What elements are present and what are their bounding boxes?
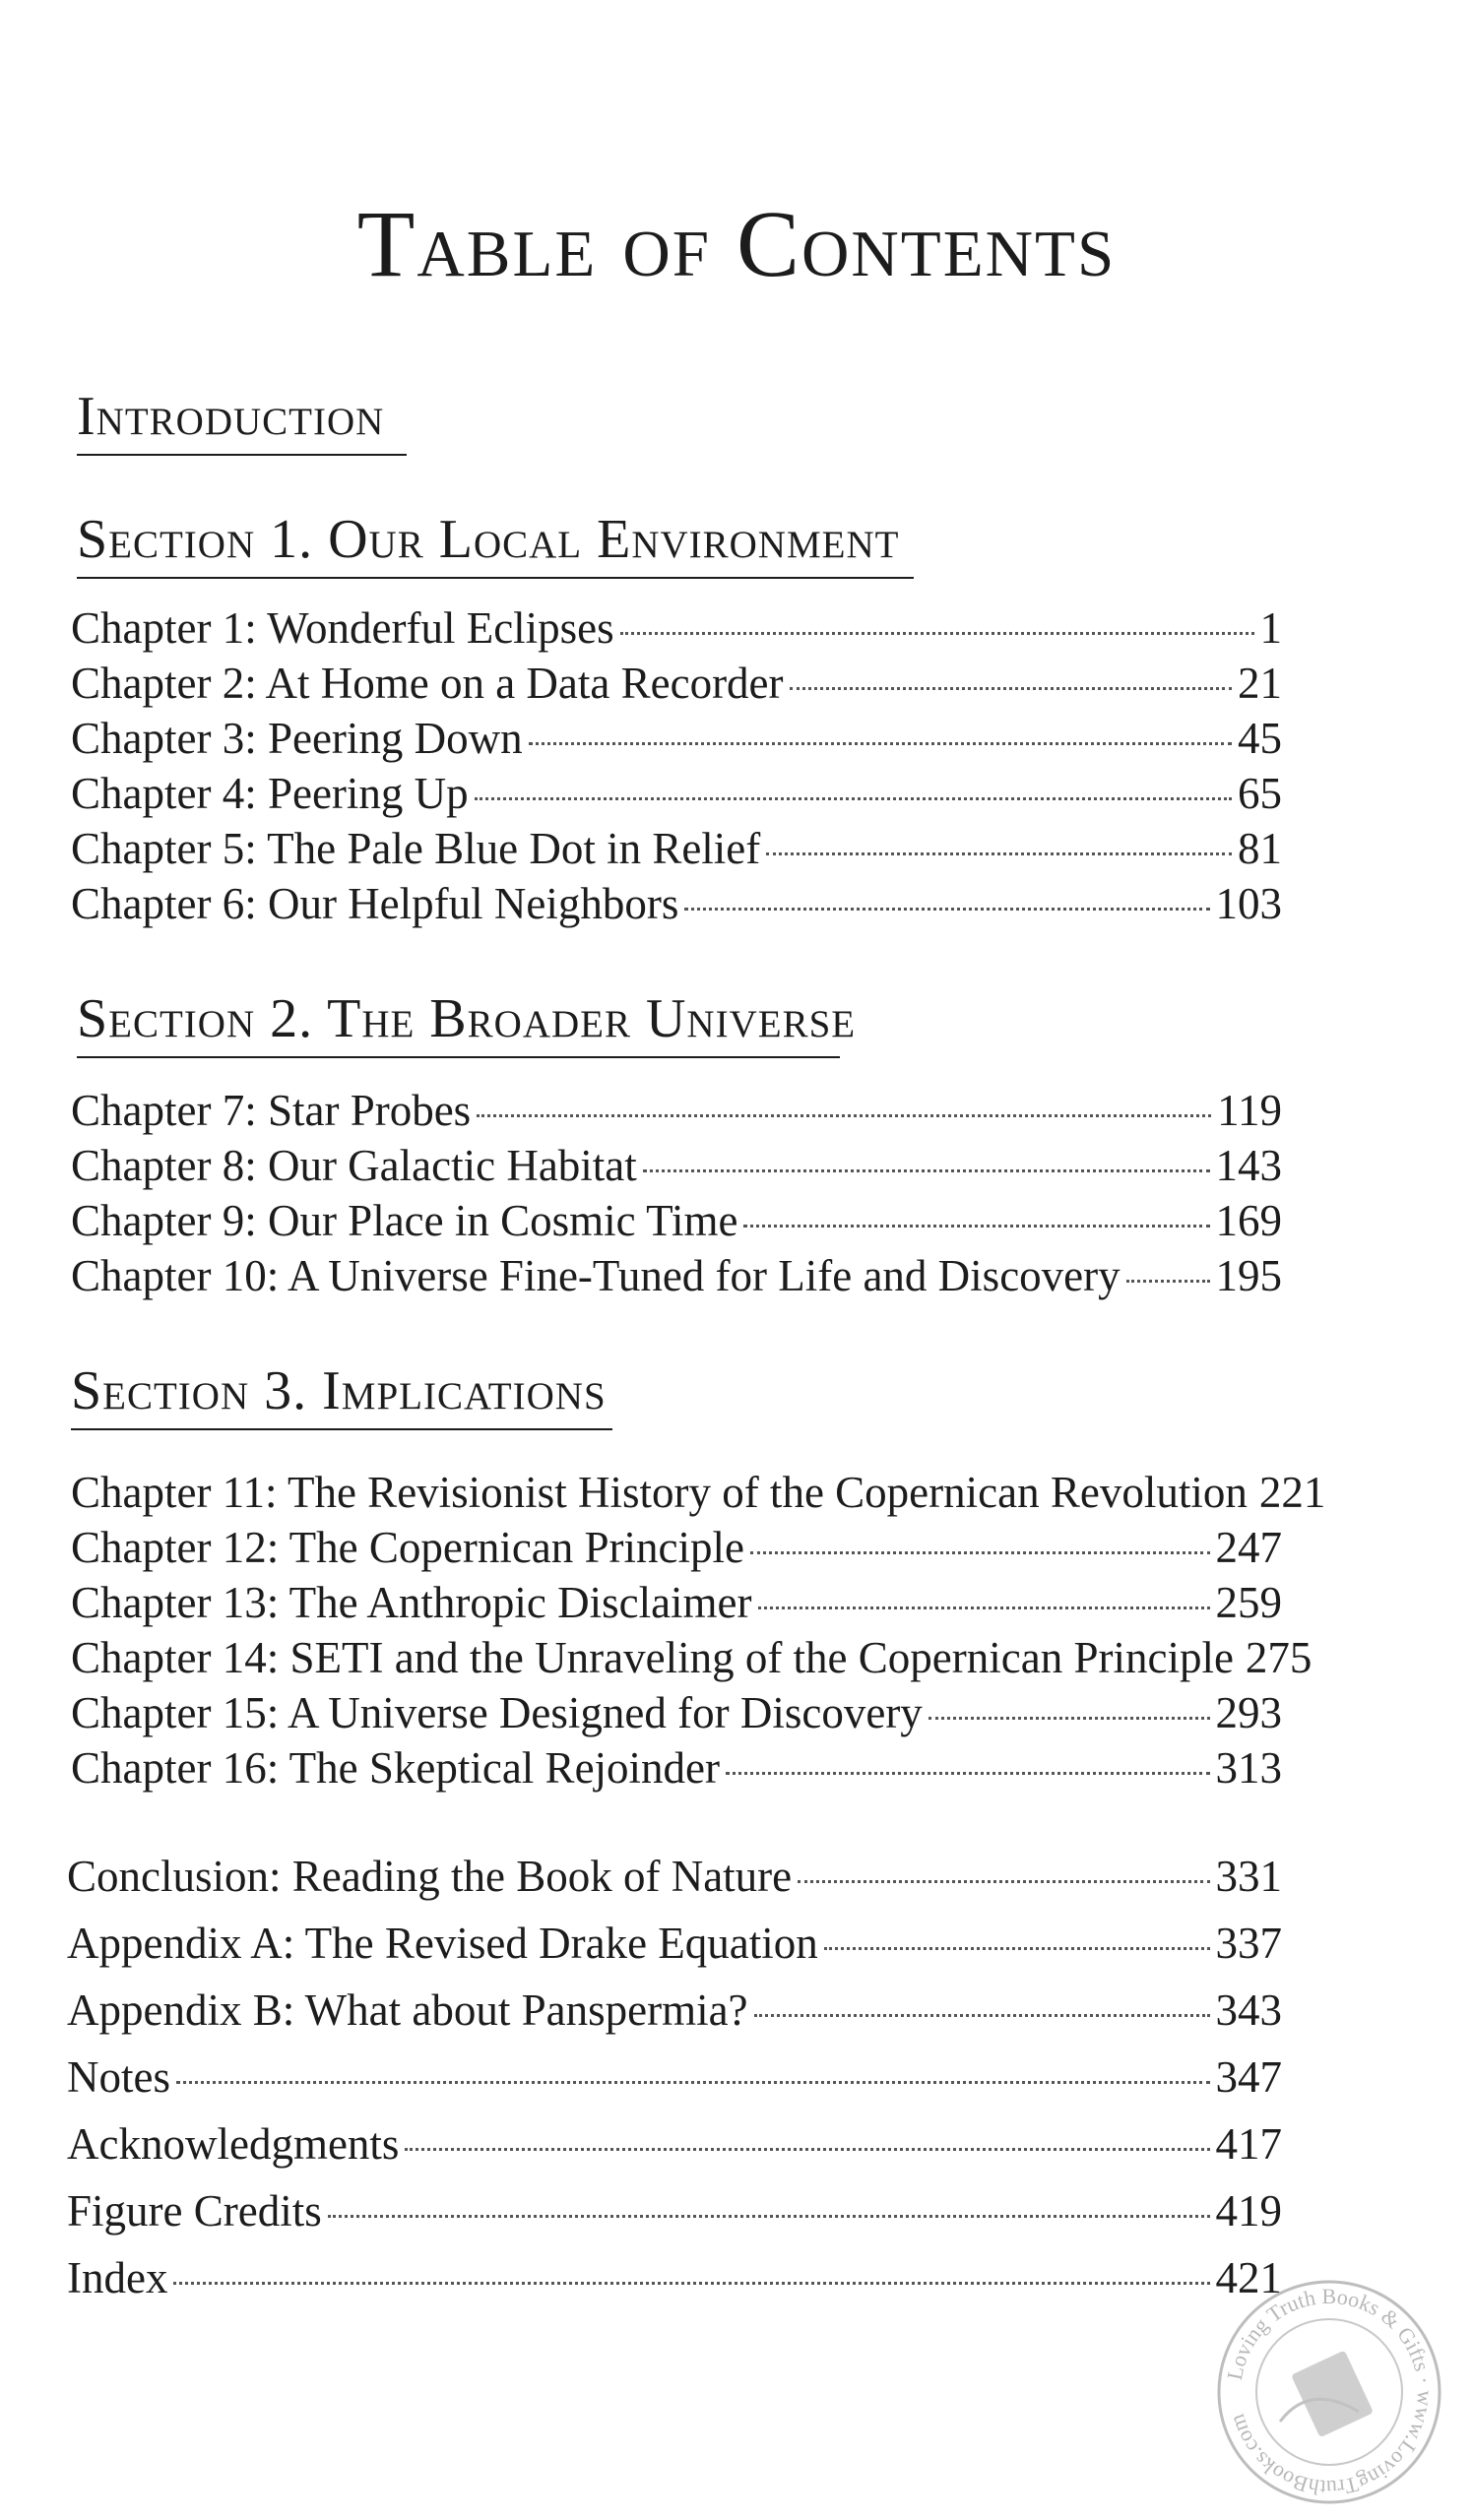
- entry-label: Figure Credits: [67, 2186, 322, 2236]
- entry-page: 195: [1215, 1251, 1282, 1300]
- entry-label: Chapter 6: Our Helpful Neighbors: [71, 879, 679, 928]
- dot-leader: [758, 1606, 1210, 1609]
- entry-page: 347: [1215, 2052, 1282, 2102]
- toc-entry[interactable]: [71, 768, 1282, 823]
- section-heading-2: [77, 988, 857, 1058]
- toc-entry[interactable]: [71, 1195, 1282, 1250]
- dot-leader: [824, 1947, 1210, 1950]
- section-underline: [71, 1428, 612, 1430]
- entry-page: 331: [1215, 1852, 1282, 1901]
- section-2-list: [71, 1085, 1282, 1305]
- entry-page: 337: [1215, 1919, 1282, 1968]
- entry-page: 293: [1215, 1688, 1282, 1737]
- entry-label: Chapter 1: Wonderful Eclipses: [71, 603, 614, 653]
- entry-label: Chapter 3: Peering Down: [71, 714, 523, 763]
- section-underline: [77, 577, 914, 579]
- dot-leader: [405, 2148, 1209, 2151]
- toc-entry[interactable]: [67, 1851, 1282, 1918]
- toc-entry[interactable]: [71, 1687, 1282, 1742]
- toc-entry[interactable]: [67, 1984, 1282, 2051]
- entry-page: 313: [1215, 1743, 1282, 1793]
- toc-entry[interactable]: [67, 2185, 1282, 2252]
- toc-entry[interactable]: [71, 1522, 1282, 1577]
- dot-leader: [620, 632, 1254, 635]
- entry-label: Chapter 15: A Universe Designed for Discovery: [71, 1688, 923, 1737]
- dot-leader: [475, 797, 1232, 800]
- entry-label: Chapter 9: Our Place in Cosmic Time: [71, 1196, 738, 1245]
- entry-page: 247: [1215, 1523, 1282, 1572]
- section-heading-1: [77, 509, 914, 579]
- dot-leader: [754, 2014, 1210, 2017]
- svg-text:Loving Truth Books & Gifts · w: Loving Truth Books & Gifts · www.LovingTruthBooks.com: [1221, 2283, 1439, 2501]
- entry-page: 221: [1258, 1468, 1326, 1517]
- dot-leader: [643, 1169, 1210, 1172]
- entry-label: Conclusion: Reading the Book of Nature: [67, 1852, 793, 1901]
- toc-entry[interactable]: [71, 1250, 1282, 1305]
- back-matter-list: [67, 1851, 1282, 2319]
- toc-entry[interactable]: [67, 2051, 1282, 2118]
- entry-page: 45: [1238, 714, 1282, 763]
- entry-label: Chapter 2: At Home on a Data Recorder: [71, 659, 784, 708]
- section-3-list: [71, 1467, 1326, 1797]
- dot-leader: [790, 687, 1232, 690]
- toc-entry[interactable]: [71, 1632, 1313, 1687]
- entry-label: Acknowledgments: [67, 2119, 400, 2169]
- dot-leader: [529, 742, 1232, 745]
- toc-entry[interactable]: [71, 602, 1282, 658]
- entry-page: 419: [1215, 2186, 1282, 2236]
- introduction-label: Introduction: [77, 386, 385, 447]
- dot-leader: [176, 2081, 1210, 2084]
- toc-entry[interactable]: [67, 2118, 1282, 2185]
- section-1-list: [71, 602, 1282, 933]
- dot-leader: [328, 2215, 1210, 2218]
- section-heading-label: Section 1. Our Local Environment: [77, 509, 900, 570]
- toc-entry[interactable]: [71, 823, 1282, 878]
- entry-page: 343: [1215, 1985, 1282, 2035]
- toc-entry[interactable]: [71, 1140, 1282, 1195]
- entry-label: Index: [67, 2253, 168, 2302]
- entry-page: 103: [1215, 879, 1282, 928]
- entry-page: 275: [1245, 1633, 1313, 1682]
- dot-leader: [477, 1114, 1211, 1117]
- toc-entry[interactable]: [71, 1467, 1326, 1522]
- watermark-stamp-icon: [1211, 2274, 1447, 2510]
- section-heading-3: [71, 1360, 612, 1430]
- dot-leader: [750, 1551, 1210, 1554]
- introduction-underline: [77, 454, 407, 456]
- toc-entry[interactable]: [71, 1085, 1282, 1140]
- entry-label: Appendix A: The Revised Drake Equation: [67, 1919, 818, 1968]
- entry-label: Notes: [67, 2052, 170, 2102]
- dot-leader: [1126, 1280, 1210, 1283]
- entry-label: Chapter 5: The Pale Blue Dot in Relief: [71, 824, 761, 873]
- entry-label: Chapter 8: Our Galactic Habitat: [71, 1141, 637, 1190]
- entry-label: Chapter 4: Peering Up: [71, 769, 469, 818]
- toc-entry[interactable]: [71, 1742, 1282, 1797]
- entry-label: Chapter 16: The Skeptical Rejoinder: [71, 1743, 721, 1793]
- page-title: Table of Contents: [356, 191, 1117, 296]
- entry-page: 81: [1238, 824, 1282, 873]
- entry-label: Chapter 11: The Revisionist History of the Copernican Revolution: [71, 1468, 1248, 1517]
- dot-leader: [173, 2282, 1209, 2285]
- dot-leader: [798, 1880, 1209, 1883]
- entry-label: Chapter 10: A Universe Fine-Tuned for Life and Discovery: [71, 1251, 1121, 1300]
- entry-page: 417: [1215, 2119, 1282, 2169]
- entry-page: 421: [1215, 2253, 1282, 2302]
- entry-page: 119: [1217, 1086, 1282, 1135]
- dot-leader: [726, 1772, 1209, 1775]
- toc-entry[interactable]: [71, 878, 1282, 933]
- dot-leader: [684, 908, 1209, 911]
- dot-leader: [743, 1225, 1209, 1228]
- entry-page: 21: [1238, 659, 1282, 708]
- toc-entry[interactable]: [67, 2252, 1282, 2319]
- entry-label: Chapter 7: Star Probes: [71, 1086, 472, 1135]
- toc-entry[interactable]: [71, 1577, 1282, 1632]
- entry-label: Chapter 12: The Copernican Principle: [71, 1523, 744, 1572]
- section-underline: [77, 1056, 840, 1058]
- entry-page: 1: [1259, 603, 1282, 653]
- toc-entry[interactable]: [71, 658, 1282, 713]
- entry-page: 169: [1215, 1196, 1282, 1245]
- entry-page: 143: [1215, 1141, 1282, 1190]
- toc-entry[interactable]: [71, 713, 1282, 768]
- entry-label: Appendix B: What about Panspermia?: [67, 1985, 748, 2035]
- entry-label: Chapter 14: SETI and the Unraveling of the Copernican Principle: [71, 1633, 1234, 1682]
- introduction-heading: [77, 386, 407, 456]
- dot-leader: [929, 1717, 1210, 1720]
- section-heading-label: Section 3. Implications: [71, 1360, 607, 1421]
- entry-page: 65: [1238, 769, 1282, 818]
- dot-leader: [766, 852, 1232, 855]
- entry-label: Chapter 13: The Anthropic Disclaimer: [71, 1578, 752, 1627]
- section-heading-label: Section 2. The Broader Universe: [77, 988, 857, 1049]
- entry-page: 259: [1215, 1578, 1282, 1627]
- toc-entry[interactable]: [67, 1918, 1282, 1984]
